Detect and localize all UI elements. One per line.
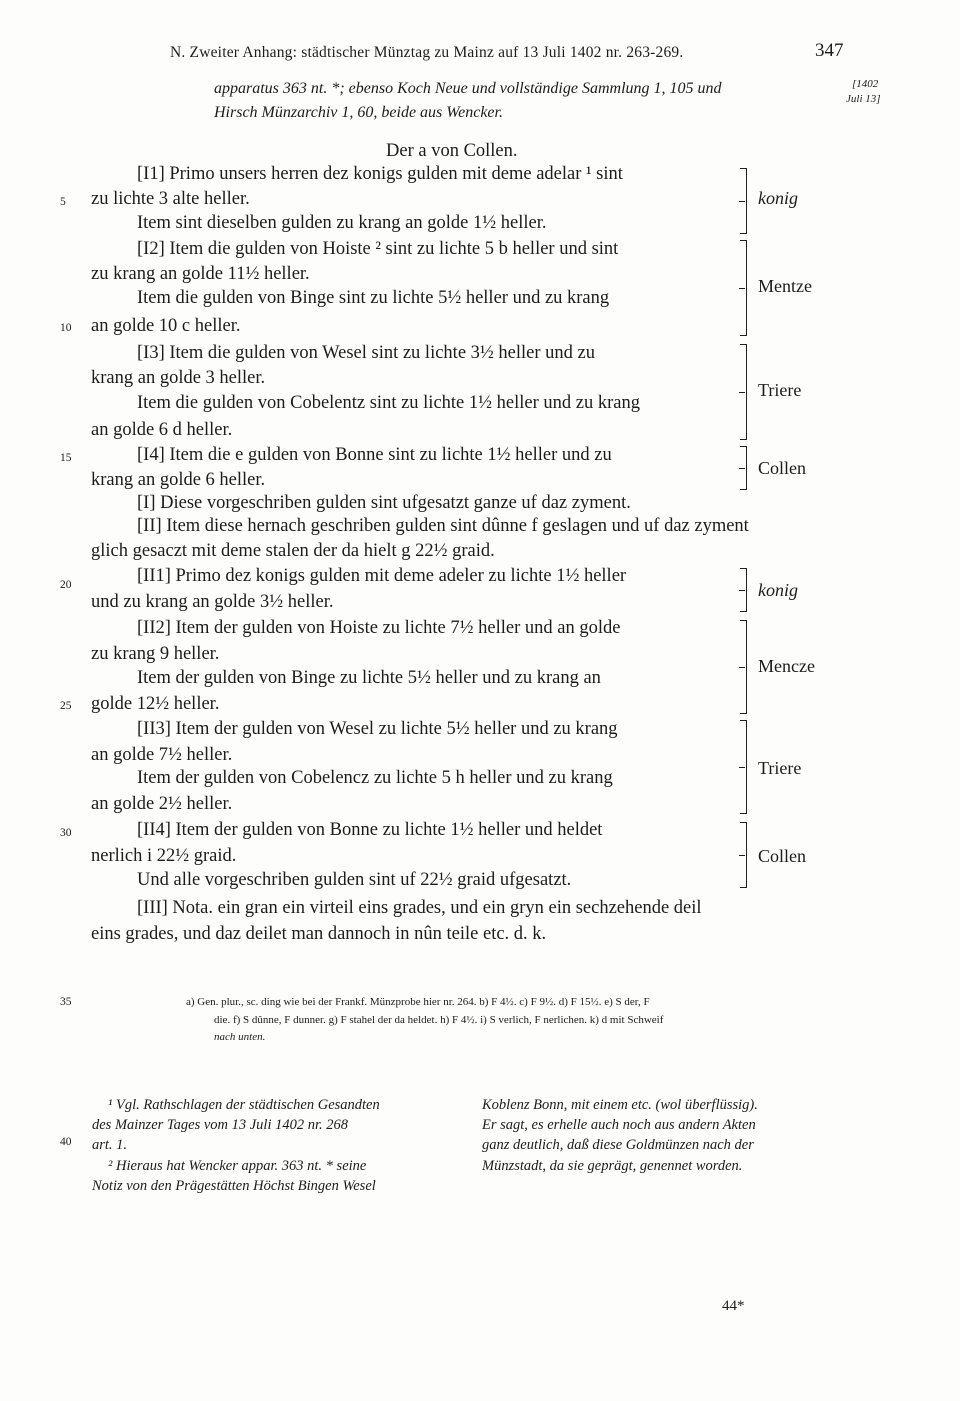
margin-label: Collen (758, 458, 806, 478)
body-line: Und alle vorgeschriben gulden sint uf 22½ graid ufgesatzt. (137, 870, 572, 890)
margin-label: Triere (758, 758, 802, 778)
margin-label: Triere (758, 380, 802, 400)
margin-brace (746, 620, 757, 714)
body-line: [I2] Item die gulden von Hoiste ² sint zu lichte 5 b heller und sint (137, 239, 619, 259)
body-line: [II1] Primo dez konigs gulden mit deme adeler zu lichte 1½ heller (137, 566, 627, 586)
body-line: an golde 2½ heller. (91, 794, 233, 814)
footnote-line: Notiz von den Prägestätten Höchst Bingen Wesel (92, 1178, 376, 1194)
body-line: Item die gulden von Binge sint zu lichte 5½ heller und zu krang (137, 288, 610, 308)
body-line: [I3] Item die gulden von Wesel sint zu lichte 3½ heller und zu (137, 343, 595, 363)
margin-brace (746, 240, 757, 336)
body-line: [II2] Item der gulden von Hoiste zu lichte 7½ heller und an golde (137, 618, 621, 638)
body-line: an golde 7½ heller. (91, 745, 233, 765)
margin-label: konig (758, 188, 798, 208)
body-line: Item die gulden von Cobelentz sint zu lichte 1½ heller und zu krang (137, 393, 640, 413)
line-number: 35 (60, 996, 72, 1008)
body-line: zu lichte 3 alte heller. (91, 189, 250, 209)
intro-line-2: Hirsch Münzarchiv 1, 60, beide aus Wencker. (214, 104, 503, 121)
body-line: und zu krang an golde 3½ heller. (91, 592, 334, 612)
footnote-line: ganz deutlich, daß diese Goldmünzen nach der (482, 1137, 754, 1153)
body-line: zu krang 9 heller. (91, 644, 220, 664)
body-line: Item der gulden von Cobelencz zu lichte 5 h heller und zu krang (137, 768, 613, 788)
apparatus-line: nach unten. (214, 1031, 266, 1043)
margin-brace (746, 720, 757, 814)
margin-label: Collen (758, 846, 806, 866)
body-line: nerlich i 22½ graid. (91, 846, 237, 866)
margin-brace (746, 568, 757, 612)
line-number: 30 (60, 827, 72, 839)
section-heading: Der a von Collen. (386, 141, 518, 161)
line-number: 5 (60, 196, 66, 208)
line-number: 15 (60, 452, 72, 464)
body-line: krang an golde 3 heller. (91, 368, 266, 388)
intro-line-1: apparatus 363 nt. *; ebenso Koch Neue und vollständige Sammlung 1, 105 und (214, 80, 722, 97)
margin-brace (746, 446, 757, 490)
line-number: 10 (60, 322, 72, 334)
apparatus-line: a) Gen. plur., sc. ding wie bei der Frankf. Münzprobe hier nr. 264. b) F 4½. c) F 9½. d) F 15½. e) S der, F (186, 996, 650, 1008)
body-line: [II3] Item der gulden von Wesel zu lichte 5½ heller und zu krang (137, 719, 618, 739)
body-line: golde 12½ heller. (91, 694, 220, 714)
footnote-line: des Mainzer Tages vom 13 Juli 1402 nr. 268 (92, 1117, 349, 1133)
apparatus-line: die. f) S dûnne, F dunner. g) F stahel der da heldet. h) F 4½. i) S verlich, F nerlichen. k) d mit Schweif (214, 1014, 664, 1026)
margin-label: Mencze (758, 656, 815, 676)
footnote-line: ¹ Vgl. Rathschlagen der städtischen Gesandten (108, 1097, 380, 1113)
footnote-line: Koblenz Bonn, mit einem etc. (wol überflüssig). (482, 1097, 758, 1113)
body-line: an golde 6 d heller. (91, 420, 233, 440)
margin-brace (746, 168, 757, 234)
body-line: [II] Item diese hernach geschriben gulden sint dûnne f geslagen und uf daz zyment (137, 516, 749, 536)
line-number: 20 (60, 579, 72, 591)
body-line: an golde 10 c heller. (91, 316, 241, 336)
body-line: [III] Nota. ein gran ein virteil eins grades, und ein gryn ein sechzehende deil (137, 898, 702, 918)
body-line: [I4] Item die e gulden von Bonne sint zu lichte 1½ heller und zu (137, 445, 612, 465)
body-line: glich gesaczt mit deme stalen der da hielt g 22½ graid. (91, 541, 495, 561)
body-line: zu krang an golde 11½ heller. (91, 264, 310, 284)
body-line: [I] Diese vorgeschriben gulden sint ufgesatzt ganze uf daz zyment. (137, 493, 631, 513)
body-line: krang an golde 6 heller. (91, 470, 266, 490)
footnote-line: Münzstadt, da sie geprägt, genennet worden. (482, 1158, 743, 1174)
body-line: [I1] Primo unsers herren dez konigs gulden mit deme adelar ¹ sint (137, 164, 623, 184)
running-title: N. Zweiter Anhang: städtischer Münztag zu Mainz auf 13 Juli 1402 nr. 263-269. (170, 44, 684, 61)
margin-date-line-2: Juli 13] (846, 93, 881, 105)
body-line: [II4] Item der gulden von Bonne zu lichte 1½ heller und heldet (137, 820, 603, 840)
line-number: 25 (60, 700, 72, 712)
margin-date-line-1: [1402 (852, 78, 879, 90)
margin-label: konig (758, 580, 798, 600)
margin-brace (746, 822, 757, 888)
body-line: eins grades, und daz deilet man dannoch in nûn teile etc. d. k. (91, 924, 547, 944)
margin-brace (746, 344, 757, 440)
body-line: Item der gulden von Binge zu lichte 5½ heller und zu krang an (137, 668, 601, 688)
body-line: Item sint dieselben gulden zu krang an golde 1½ heller. (137, 213, 547, 233)
footnote-line: Er sagt, es erhelle auch noch aus andern Akten (482, 1117, 756, 1133)
footnote-line: ² Hieraus hat Wencker appar. 363 nt. * seine (108, 1158, 367, 1174)
signature-mark: 44* (722, 1298, 745, 1314)
page-number: 347 (815, 40, 844, 61)
margin-label: Mentze (758, 276, 812, 296)
line-number: 40 (60, 1136, 72, 1148)
footnote-line: art. 1. (92, 1137, 128, 1153)
